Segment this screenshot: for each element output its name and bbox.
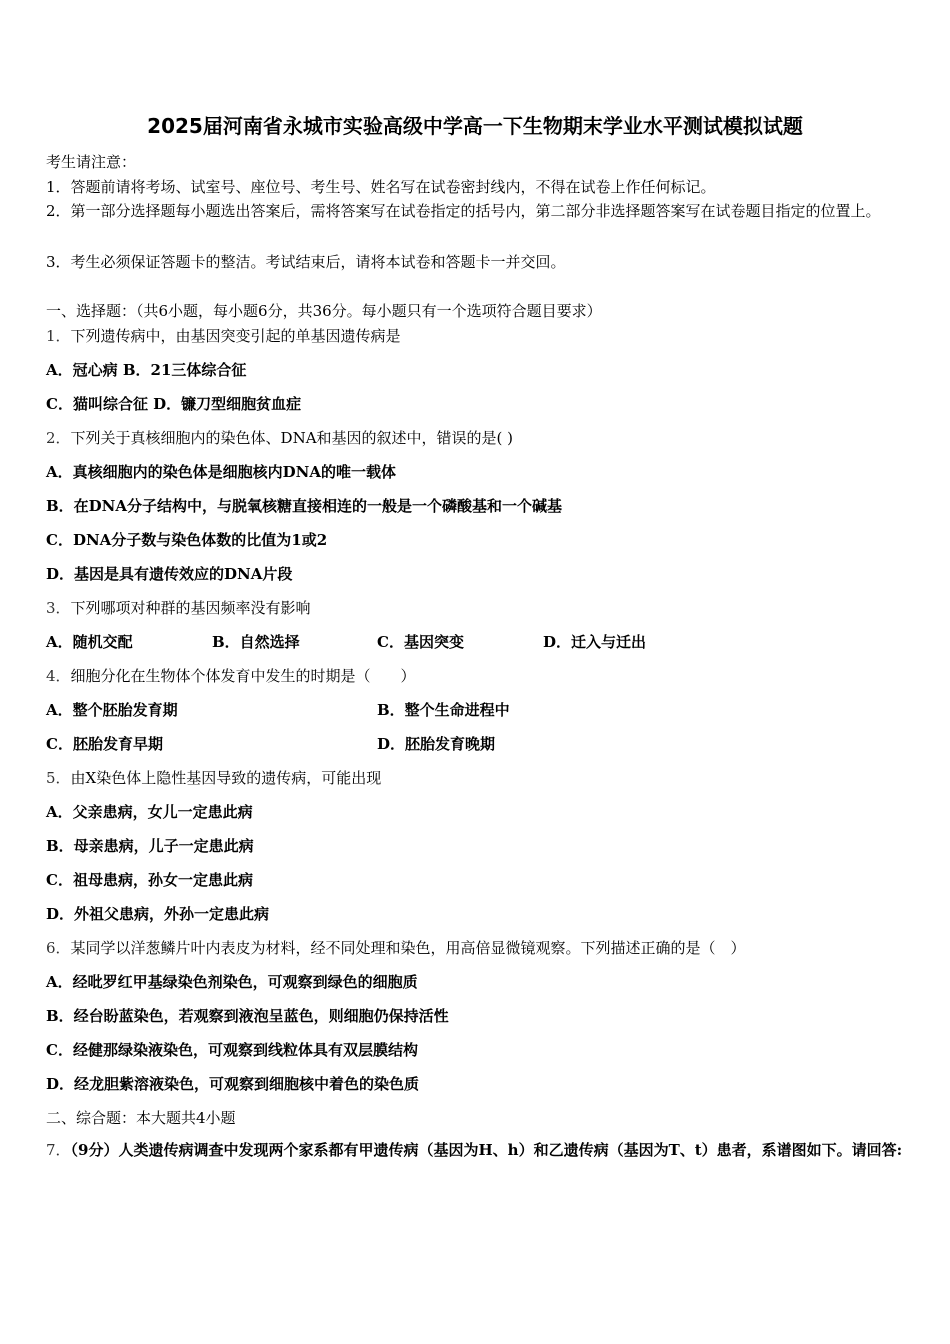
question-stem: 由X染色体上隐性基因导致的遗传病，可能出现 bbox=[70, 769, 382, 787]
section2-heading: 二、综合题：本大题共4小题 bbox=[46, 1109, 236, 1127]
q6-option-b: B．经台盼蓝染色，若观察到液泡呈蓝色，则细胞仍保持活性 bbox=[46, 1007, 449, 1025]
q6-option-a: A．经吡罗红甲基绿染色剂染色，可观察到绿色的细胞质 bbox=[46, 973, 418, 991]
q6-option-d: D．经龙胆紫溶液染色，可观察到细胞核中着色的染色质 bbox=[46, 1075, 420, 1093]
q2-option-b: B．在DNA分子结构中，与脱氧核糖直接相连的一般是一个磷酸基和一个碱基 bbox=[46, 497, 563, 515]
question-number: 7． bbox=[46, 1141, 71, 1159]
q5-option-a: A．父亲患病，女儿一定患此病 bbox=[46, 803, 253, 821]
section1-heading: 一、选择题：（共6小题，每小题6分，共36分。每小题只有一个选项符合题目要求） bbox=[46, 302, 602, 320]
question-6 bbox=[46, 937, 746, 959]
question-number: 1． bbox=[46, 327, 71, 345]
question-7 bbox=[46, 1130, 908, 1170]
question-stem: （9分）人类遗传病调查中发现两个家系都有甲遗传病（基因为H、h）和乙遗传病（基因为T、t）患者，系谱图如下。请回答: bbox=[70, 1141, 903, 1159]
q1-options-line-1: A．冠心病 B．21三体综合征 bbox=[46, 361, 247, 379]
q4-option-b: B．整个生命进程中 bbox=[377, 701, 510, 719]
question-stem: 下列关于真核细胞内的染色体、DNA和基因的叙述中，错误的是( ) bbox=[70, 429, 514, 447]
q3-option-d: D．迁入与迁出 bbox=[543, 633, 647, 651]
question-5 bbox=[46, 767, 381, 789]
question-number: 5． bbox=[46, 769, 71, 787]
question-3 bbox=[46, 597, 311, 619]
question-number: 6． bbox=[46, 939, 71, 957]
notice-item-3: 3．考生必须保证答题卡的整洁。考试结束后，请将本试卷和答题卡一并交回。 bbox=[46, 253, 566, 271]
notice-item-2: 2．第一部分选择题每小题选出答案后，需将答案写在试卷指定的括号内，第二部分非选择题答案写在试卷题目指定的位置上。 bbox=[46, 202, 881, 220]
q3-option-b: B．自然选择 bbox=[212, 633, 300, 651]
question-4 bbox=[46, 665, 416, 687]
question-stem: 某同学以洋葱鳞片叶内表皮为材料，经不同处理和染色，用高倍显微镜观察。下列描述正确的是（ ） bbox=[70, 939, 746, 957]
question-number: 2． bbox=[46, 429, 71, 447]
exam-title: 2025届河南省永城市实验高级中学高一下生物期末学业水平测试模拟试题 bbox=[147, 114, 803, 138]
q2-option-a: A．真核细胞内的染色体是细胞核内DNA的唯一载体 bbox=[46, 463, 396, 481]
notice-heading: 考生请注意： bbox=[46, 153, 137, 171]
notice-item-1: 1．答题前请将考场、试室号、座位号、考生号、姓名写在试卷密封线内，不得在试卷上作任何标记。 bbox=[46, 178, 716, 196]
question-number: 4． bbox=[46, 667, 71, 685]
question-number: 3． bbox=[46, 599, 71, 617]
q3-option-a: A．随机交配 bbox=[46, 633, 133, 651]
q5-option-b: B．母亲患病，儿子一定患此病 bbox=[46, 837, 254, 855]
q6-option-c: C．经健那绿染液染色，可观察到线粒体具有双层膜结构 bbox=[46, 1041, 418, 1059]
question-stem: 下列遗传病中，由基因突变引起的单基因遗传病是 bbox=[70, 327, 401, 345]
q1-options-line-2: C．猫叫综合征 D．镰刀型细胞贫血症 bbox=[46, 395, 302, 413]
q5-option-d: D．外祖父患病，外孙一定患此病 bbox=[46, 905, 270, 923]
q5-option-c: C．祖母患病，孙女一定患此病 bbox=[46, 871, 253, 889]
q2-option-c: C．DNA分子数与染色体数的比值为1或2 bbox=[46, 531, 328, 549]
question-stem: 下列哪项对种群的基因频率没有影响 bbox=[70, 599, 311, 617]
q2-option-d: D．基因是具有遗传效应的DNA片段 bbox=[46, 565, 293, 583]
q4-option-c: C．胚胎发育早期 bbox=[46, 735, 163, 753]
question-stem: 细胞分化在生物体个体发育中发生的时期是（ ） bbox=[70, 667, 416, 685]
question-2 bbox=[46, 427, 513, 449]
q3-option-c: C．基因突变 bbox=[377, 633, 464, 651]
q4-option-a: A．整个胚胎发育期 bbox=[46, 701, 178, 719]
question-1 bbox=[46, 325, 401, 347]
q4-option-d: D．胚胎发育晚期 bbox=[377, 735, 496, 753]
